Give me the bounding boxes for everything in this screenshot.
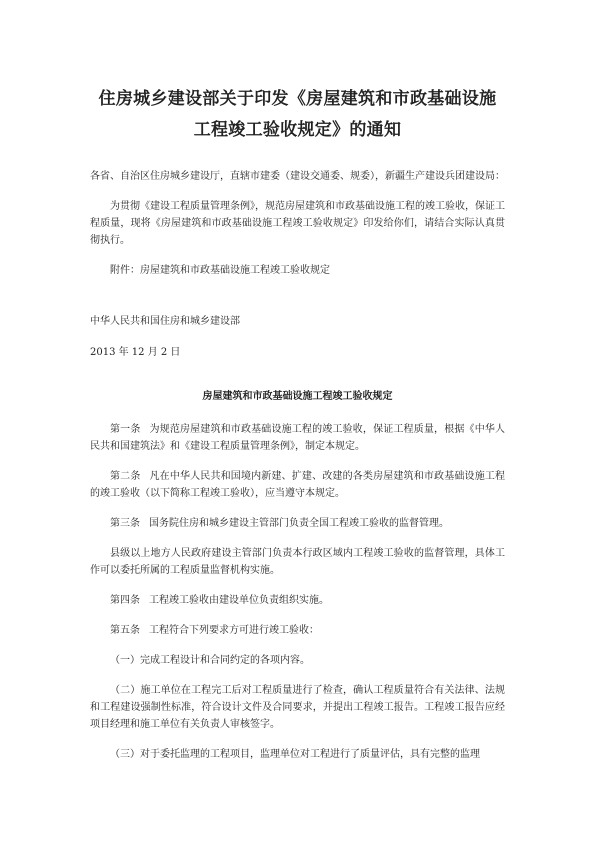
article-text: 凡在中华人民共和国境内新建、扩建、改建的各类房屋建筑和市政基础设施工程的竣工验收（以下简称工程竣工验收），应当遵守本规定。 — [90, 471, 506, 499]
issue-date: 2013 年 12 月 2 日 — [90, 347, 181, 358]
article-number: 第三条 — [110, 518, 140, 529]
article-number: 第二条 — [110, 471, 141, 482]
addressee: 各省、自治区住房城乡建设厅，直辖市建委（建设交通委、规委），新疆生产建设兵团建设局： — [90, 171, 505, 182]
article-number: 第一条 — [110, 424, 141, 435]
requirement-item-3: （三）对于委托监理的工程项目，监理单位对工程进行了质量评估，具有完整的监理 — [110, 749, 480, 760]
regulation-title: 房屋建筑和市政基础设施工程竣工验收规定 — [202, 391, 393, 402]
article-1 — [90, 421, 505, 455]
notice-title-line-1: 住房城乡建设部关于印发《房屋建筑和市政基础设施 — [98, 89, 497, 109]
article-text: 为规范房屋建筑和市政基础设施工程的竣工验收，保证工程质量，根据《中华人民共和国建筑法》和《建设工程质量管理条例》，制定本规定。 — [90, 424, 506, 452]
article-number: 第四条 — [110, 595, 140, 606]
article-4 — [90, 592, 505, 609]
requirement-item-1: （一）完成工程设计和合同约定的各项内容。 — [110, 655, 310, 666]
article-text: 工程竣工验收由建设单位负责组织实施。 — [149, 595, 329, 606]
issuing-organization: 中华人民共和国住房和城乡建设部 — [90, 316, 240, 327]
attachment-line: 附件：房屋建筑和市政基础设施工程竣工验收规定 — [110, 265, 330, 276]
notice-title — [90, 0, 505, 146]
article-number: 第五条 — [110, 625, 140, 636]
article-text: 国务院住房和城乡建设主管部门负责全国工程竣工验收的监督管理。 — [149, 518, 449, 529]
notice-body: 为贯彻《建设工程质量管理条例》，规范房屋建筑和市政基础设施工程的竣工验收，保证工程质量，现将《房屋建筑和市政基础设施工程竣工验收规定》印发给你们，请结合实际认真贯彻执行。 — [90, 201, 505, 246]
article-5 — [90, 622, 505, 639]
requirement-item-2: （二）施工单位在工程完工后对工程质量进行了检查，确认工程质量符合有关法律、法规和工程建设强制性标准，符合设计文件及合同要求，并提出工程竣工报告。工程竣工报告应经项目经理和施工单位有关负责人审核签字。 — [90, 685, 505, 730]
article-text: 工程符合下列要求方可进行竣工验收： — [149, 625, 319, 636]
article-2 — [90, 468, 505, 502]
notice-title-line-2: 工程竣工验收规定》的通知 — [193, 120, 402, 140]
article-3 — [90, 515, 505, 532]
article-3-paragraph-2: 县级以上地方人民政府建设主管部门负责本行政区域内工程竣工验收的监督管理，具体工作可以委托所属的工程质量监督机构实施。 — [90, 548, 505, 576]
